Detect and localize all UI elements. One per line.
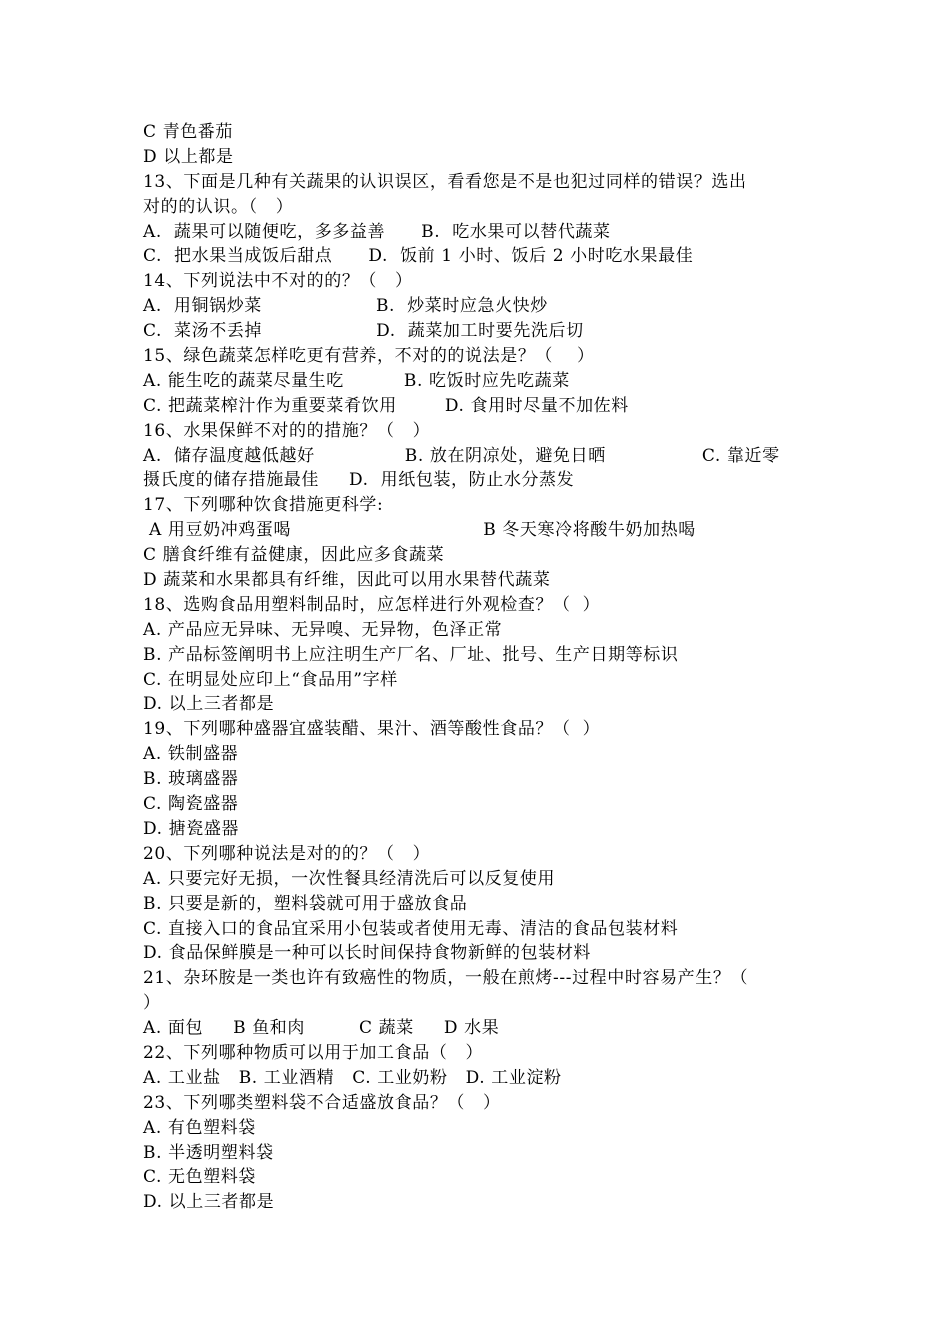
question-13: 13、下面是几种有关蔬果的认识误区，看看您是不是也犯过同样的错误？选出 [143, 171, 747, 192]
option-line: C 青色番茄 [143, 122, 234, 142]
option-line: B. 只要是新的，塑料袋就可用于盛放食品 [143, 893, 468, 914]
question-21: 21、杂环胺是一类也许有致癌性的物质，一般在煎烤---过程中时容易产生？（ [143, 968, 749, 989]
question-19: 19、下列哪种盛器宜盛装醋、果汁、酒等酸性食品？（ ） [143, 719, 601, 740]
option-line: B. 玻璃盛器 [143, 769, 239, 790]
question-22: 22、下列哪种物质可以用于加工食品（ ） [143, 1042, 484, 1063]
option-line: C 膳食纤维有益健康，因此应多食蔬菜 [143, 545, 445, 566]
option-line: C. 在明显处应印上“食品用”字样 [143, 669, 398, 690]
question-17: 17、下列哪种饮食措施更科学: [143, 495, 384, 516]
question-13-continued: 对的的认识。（ ） [143, 196, 294, 217]
document-body [143, 120, 813, 1215]
option-line: D 蔬菜和水果都具有纤维，因此可以用水果替代蔬菜 [143, 570, 551, 591]
question-21-continued: ） [143, 993, 161, 1014]
option-line: A 用豆奶冲鸡蛋喝 B 冬天寒冷将酸牛奶加热喝 [143, 520, 696, 541]
question-18: 18、选购食品用塑料制品时，应怎样进行外观检查？（ ） [143, 594, 601, 615]
option-line: D. 以上三者都是 [143, 1192, 275, 1213]
option-line: D 以上都是 [143, 146, 234, 167]
option-line: 摄氏度的储存措施最佳 D. 用纸包装，防止水分蒸发 [143, 470, 575, 491]
option-line: A. 储存温度越低越好 B. 放在阴凉处，避免日晒 C. 靠近零 [143, 445, 780, 466]
option-line: C. 菜汤不丢掉 D. 蔬菜加工时要先洗后切 [143, 321, 584, 342]
option-line: A. 产品应无异味、无异嗅、无异物，色泽正常 [143, 619, 503, 640]
option-line: A. 有色塑料袋 [143, 1117, 256, 1138]
option-line: D. 搪瓷盛器 [143, 818, 240, 839]
option-line: A. 能生吃的蔬菜尽量生吃 B. 吃饭时应先吃蔬菜 [143, 370, 570, 391]
question-14: 14、下列说法中不对的的？（ ） [143, 271, 413, 292]
option-line: C. 直接入口的食品宜采用小包装或者使用无毒、清洁的食品包装材料 [143, 918, 679, 939]
option-line: C. 把水果当成饭后甜点 D. 饭前 1 小时、饭后 2 小时吃水果最佳 [143, 246, 694, 267]
question-15: 15、绿色蔬菜怎样吃更有营养，不对的的说法是？（ ） [143, 346, 595, 367]
option-line: D. 以上三者都是 [143, 694, 275, 715]
question-23: 23、下列哪类塑料袋不合适盛放食品？（ ） [143, 1092, 501, 1113]
option-line: A. 面包 B 鱼和肉 C 蔬菜 D 水果 [143, 1018, 500, 1039]
option-line: C. 无色塑料袋 [143, 1167, 257, 1188]
question-16: 16、水果保鲜不对的的措施？（ ） [143, 420, 431, 441]
option-line: B. 产品标签阐明书上应注明生产厂名、厂址、批号、生产日期等标识 [143, 644, 679, 665]
option-line: A. 铁制盛器 [143, 744, 239, 765]
option-line: A. 只要完好无损，一次性餐具经清洗后可以反复使用 [143, 868, 556, 889]
option-line: C. 把蔬菜榨汁作为重要菜肴饮用 D. 食用时尽量不加佐料 [143, 395, 629, 416]
option-line: A. 用铜锅炒菜 B. 炒菜时应急火快炒 [143, 296, 548, 317]
question-20: 20、下列哪种说法是对的的？（ ） [143, 843, 431, 864]
option-line: A. 工业盐 B. 工业酒精 C. 工业奶粉 D. 工业淀粉 [143, 1067, 562, 1088]
option-line: C. 陶瓷盛器 [143, 794, 239, 815]
option-line: B. 半透明塑料袋 [143, 1142, 274, 1163]
option-line: A. 蔬果可以随便吃，多多益善 B. 吃水果可以替代蔬菜 [143, 221, 611, 242]
option-line: D. 食品保鲜膜是一种可以长时间保持食物新鲜的包装材料 [143, 943, 592, 964]
